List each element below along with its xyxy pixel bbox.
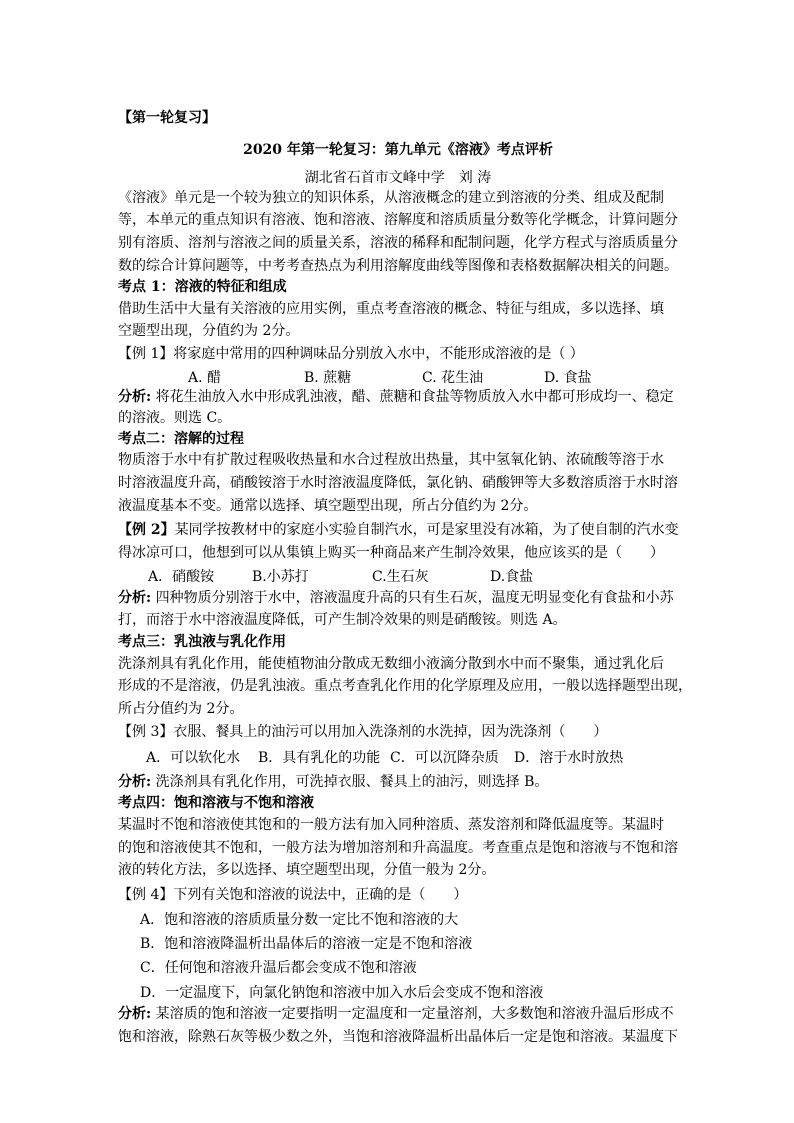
example-4 bbox=[118, 887, 467, 903]
section-heading-k4: 考点四：饱和溶液与不饱和溶液 bbox=[118, 795, 314, 811]
example-2 bbox=[118, 522, 679, 538]
section-body-line: 借助生活中大量有关溶液的应用实例，重点考查溶液的概念、特征与组成，多以选择、填 bbox=[118, 301, 664, 317]
document-title: 2020 年第一轮复习：第九单元《溶液》考点评析 bbox=[243, 142, 553, 158]
section-body-line: 时溶液温度升高，硝酸铵溶于水时溶液温度降低，氯化钠、硝酸钾等大多数溶质溶于水时溶 bbox=[118, 475, 678, 491]
intro-line: 等，本单元的重点知识有溶液、饱和溶液、溶解度和溶质质量分数等化学概念，计算问题分 bbox=[118, 212, 678, 228]
header-tag: 【第一轮复习】 bbox=[118, 110, 216, 126]
analysis-line: 打，而溶于水中溶液温度降低，可产生制冷效果的则是硝酸铵。则选 A。 bbox=[118, 612, 567, 628]
section-body-line: 物质溶于水中有扩散过程吸收热量和水合过程放出热量，其中氢氧化钠、浓硫酸等溶于水 bbox=[118, 452, 664, 468]
option-b: B．具有乳化的功能 bbox=[258, 750, 381, 766]
example-text: 衣服、餐具上的油污可以用加入洗涤剂的水洗掉，因为洗涤剂（ ） bbox=[173, 724, 608, 740]
option-d: D. 食盐 bbox=[544, 370, 592, 386]
option-d: D．溶于水时放热 bbox=[514, 750, 624, 766]
example-text: 某同学按教材中的家庭小实验自制汽水，可是家里没有冰箱，为了使自制的汽水变 bbox=[174, 522, 679, 538]
example-tag: 【例 1】 bbox=[118, 346, 174, 362]
section-heading-k3: 考点三：乳浊液与乳化作用 bbox=[118, 634, 286, 650]
section-body-line: 形成的不是溶液，仍是乳浊液。重点考查乳化作用的化学原理及应用，一般以选择题型出现， bbox=[118, 678, 692, 694]
example-text: 将家庭中常用的四种调味品分别放入水中，不能形成溶液的是（ ） bbox=[173, 346, 584, 362]
option-a: A．饱和溶液的溶质质量分数一定比不饱和溶液的大 bbox=[140, 912, 459, 928]
section-body-line: 液温度基本不变。通常以选择、填空题型出现，所占分值约为 2分。 bbox=[118, 498, 538, 514]
option-b: B.小苏打 bbox=[252, 569, 309, 585]
option-c: C．可以沉降杂质 bbox=[390, 750, 499, 766]
analysis-tag: 分析: bbox=[118, 1006, 152, 1022]
example-text: 下列有关饱和溶液的说法中，正确的是（ ） bbox=[173, 887, 468, 903]
section-heading-k2: 考点二：溶解的过程 bbox=[118, 431, 244, 447]
analysis-text: 将花生油放入水中形成乳浊液，醋、蔗糖和食盐等物质放入水中都可形成均一、稳定 bbox=[151, 389, 674, 405]
option-c: C. 花生油 bbox=[422, 370, 484, 386]
analysis-tag: 分析: bbox=[118, 389, 152, 405]
section-body-line: 洗涤剂具有乳化作用，能使植物油分散成无数细小液滴分散到水中而不聚集，通过乳化后 bbox=[118, 656, 664, 672]
analysis-1 bbox=[118, 389, 674, 405]
option-c: C.生石灰 bbox=[372, 569, 429, 585]
analysis-line: 饱和溶液，除熟石灰等极少数之外，当饱和溶液降温析出晶体后一定是饱和溶液。某温度下 bbox=[118, 1029, 678, 1045]
section-body-line: 空题型出现，分值约为 2分。 bbox=[118, 323, 300, 339]
intro-line: 别有溶质、溶剂与溶液之间的质量关系，溶液的稀释和配制问题，化学方程式与溶质质量分 bbox=[118, 235, 678, 251]
option-b: B. 蔗糖 bbox=[304, 370, 352, 386]
option-a: A．可以软化水 bbox=[146, 750, 241, 766]
example-1 bbox=[118, 346, 584, 362]
example-tag: 【例 4】 bbox=[118, 887, 174, 903]
example-tag: 【例 2】 bbox=[118, 522, 175, 538]
example-3 bbox=[118, 724, 607, 740]
analysis-4 bbox=[118, 1006, 674, 1022]
author-line: 湖北省石首市文峰中学 刘 涛 bbox=[304, 170, 492, 186]
intro-line: 《溶液》单元是一个较为独立的知识体系，从溶液概念的建立到溶液的分类、组成及配制 bbox=[118, 190, 664, 206]
option-c: C．任何饱和溶液升温后都会变成不饱和溶液 bbox=[140, 960, 417, 976]
section-body-line: 的饱和溶液使其不饱和，一般方法为增加溶剂和升高温度。考查重点是饱和溶液与不饱和溶 bbox=[118, 840, 678, 856]
analysis-2 bbox=[118, 590, 674, 606]
option-d: D．一定温度下，向氯化钠饱和溶液中加入水后会变成不饱和溶液 bbox=[140, 985, 544, 1001]
example-text-line: 得冰凉可口，他想到可以从集镇上购买一种商品来产生制冷效果，他应该买的是（ ） bbox=[118, 545, 664, 561]
option-a: A．硝酸铵 bbox=[148, 569, 215, 585]
section-heading-k1: 考点 1：溶液的特征和组成 bbox=[118, 279, 287, 295]
option-d: D.食盐 bbox=[490, 569, 534, 585]
section-body-line: 所占分值约为 2分。 bbox=[118, 701, 244, 717]
example-tag: 【例 3】 bbox=[118, 724, 174, 740]
analysis-text: 某溶质的饱和溶液一定要指明一定温度和一定量溶剂，大多数饱和溶液升温后形成不 bbox=[151, 1006, 674, 1022]
analysis-text: 四种物质分别溶于水中，溶液温度升高的只有生石灰，温度无明显变化有食盐和小苏 bbox=[151, 590, 674, 606]
analysis-tag: 分析: bbox=[118, 774, 152, 790]
option-b: B．饱和溶液降温析出晶体后的溶液一定是不饱和溶液 bbox=[140, 936, 473, 952]
intro-line: 数的综合计算问题等，中考考查热点为利用溶解度曲线等图像和表格数据解决相关的问题。 bbox=[118, 258, 678, 274]
section-body-line: 某温时不饱和溶液使其饱和的一般方法有加入同种溶质、蒸发溶剂和降低温度等。某温时 bbox=[118, 817, 664, 833]
analysis-tag: 分析: bbox=[118, 590, 152, 606]
option-a: A. 醋 bbox=[188, 370, 222, 386]
analysis-line: 的溶液。则选 C。 bbox=[118, 410, 232, 426]
analysis-3 bbox=[118, 774, 548, 790]
analysis-text: 洗涤剂具有乳化作用，可洗掉衣服、餐具上的油污，则选择 B。 bbox=[151, 774, 549, 790]
section-body-line: 液的转化方法，多以选择、填空题型出现，分值一般为 2分。 bbox=[118, 862, 496, 878]
